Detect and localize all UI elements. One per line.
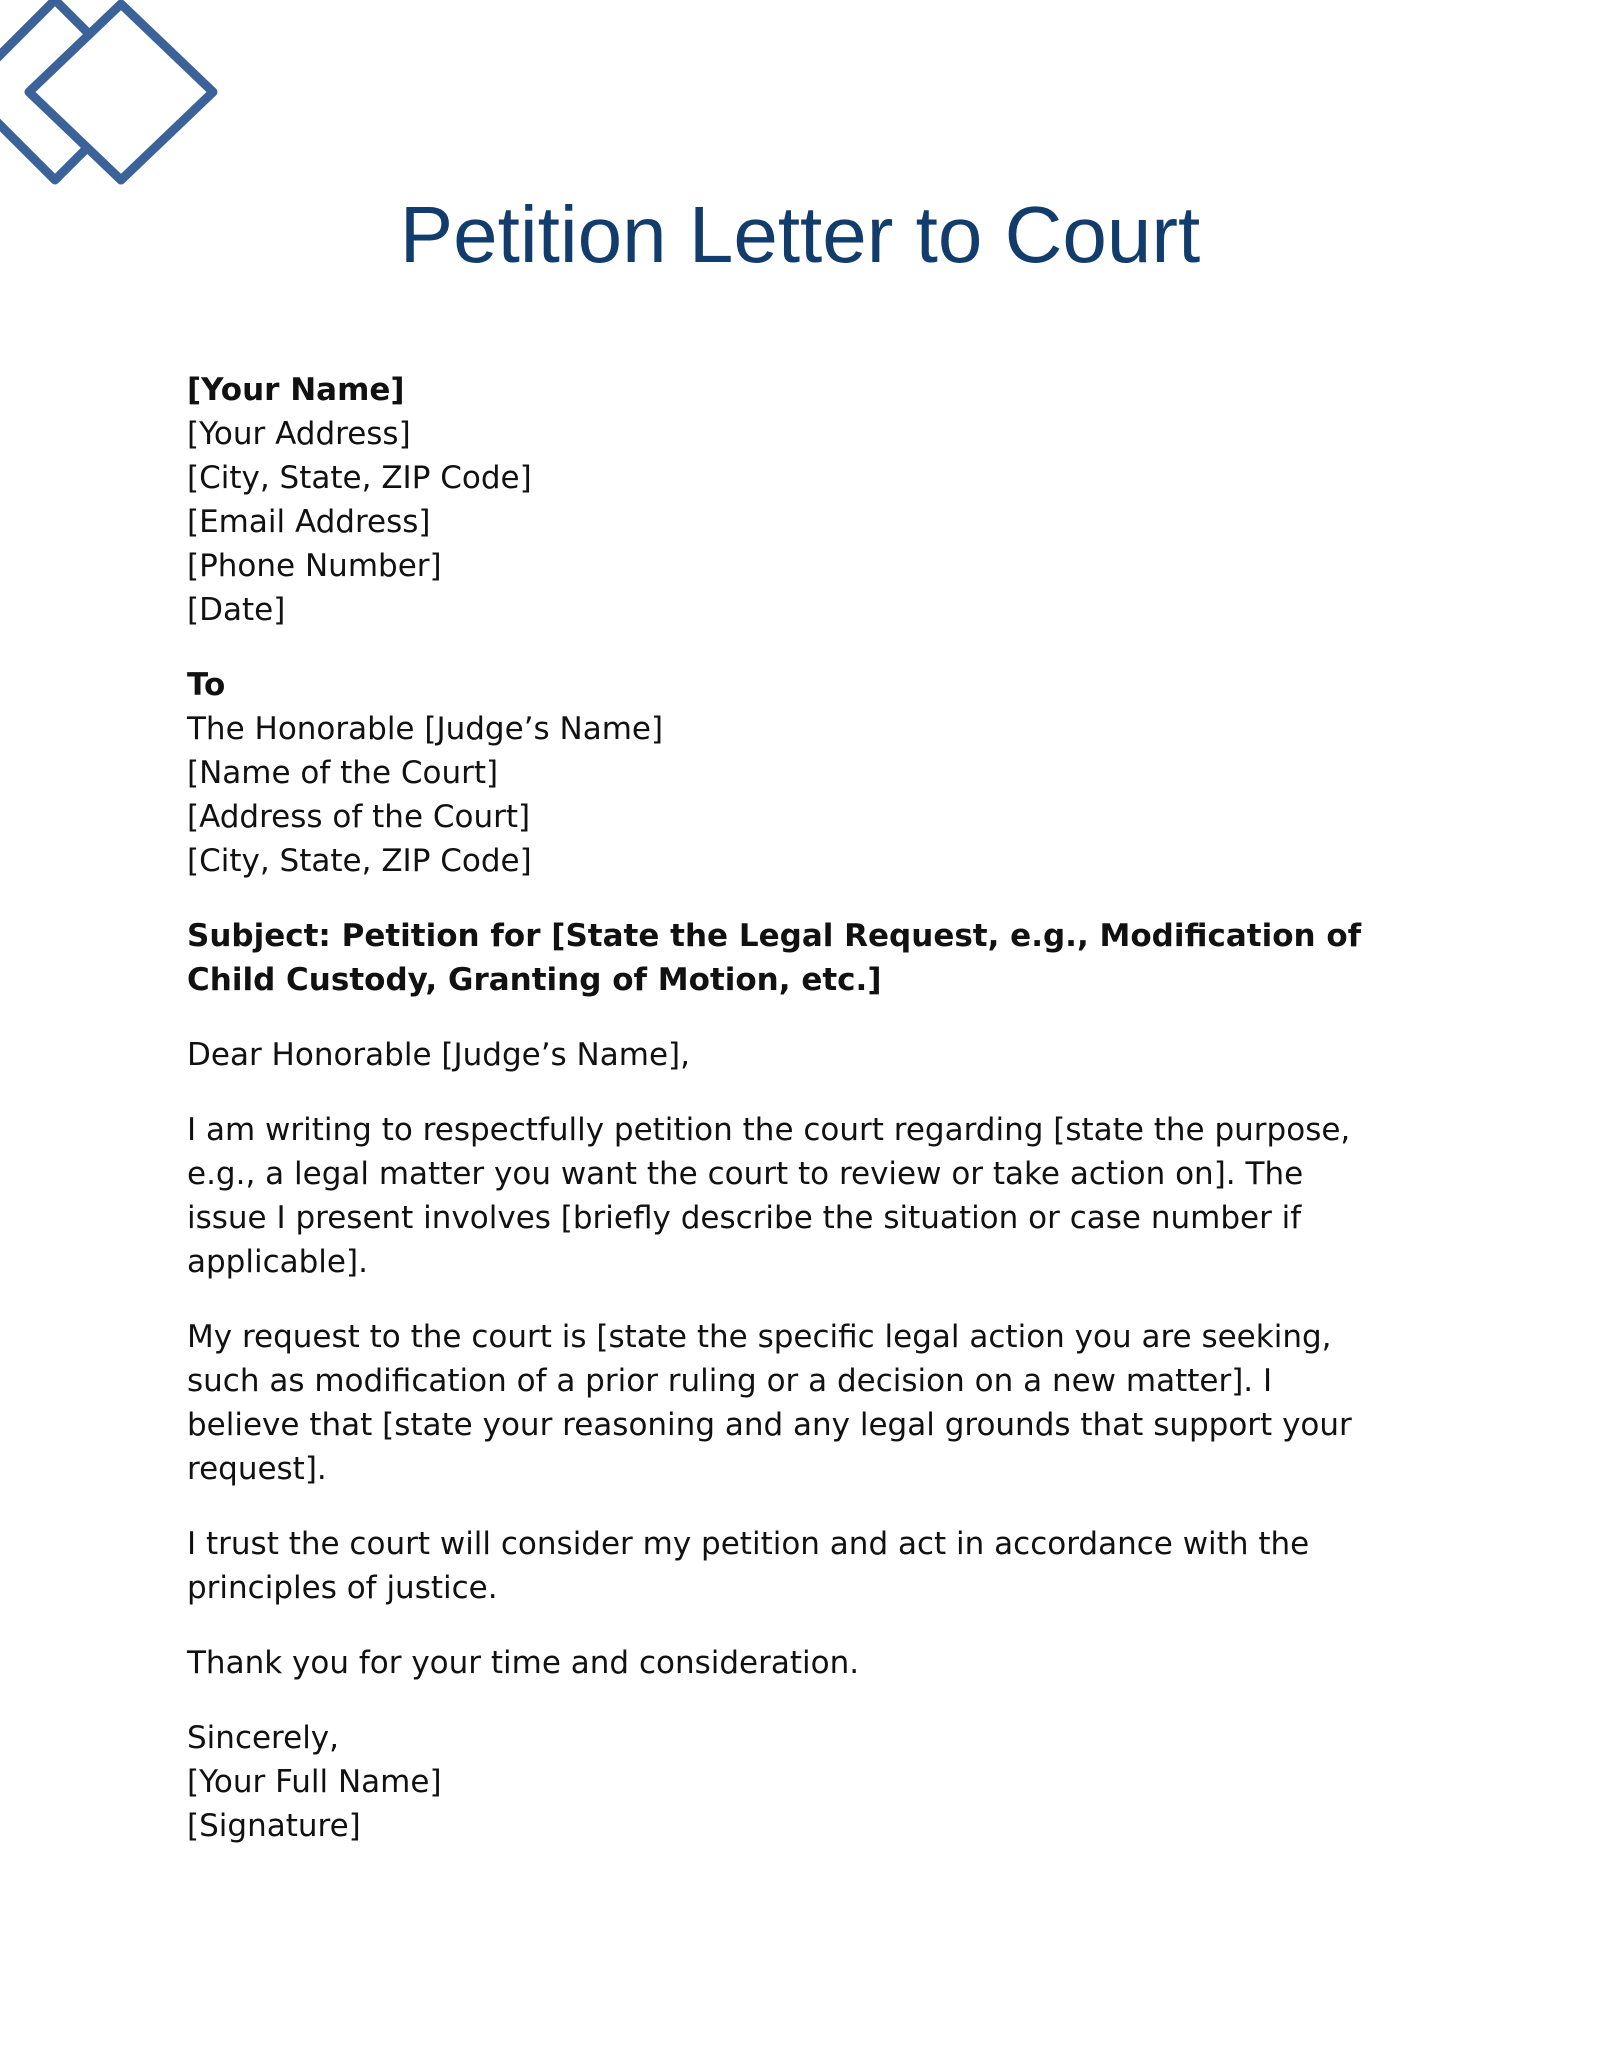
paragraph-line: such as modification of a prior ruling or a decision on a new matter]. I [187, 1363, 1273, 1399]
salutation [187, 1033, 1427, 1077]
paragraph-line: request]. [187, 1451, 327, 1487]
sender-name: [Your Name] [187, 372, 405, 408]
closing-full-name: [Your Full Name] [187, 1764, 442, 1800]
sender-phone: [Phone Number] [187, 548, 442, 584]
paragraph-line: applicable]. [187, 1244, 368, 1280]
double-diamond-logo-icon [0, 0, 230, 200]
paragraph-line: Thank you for your time and consideration. [187, 1645, 860, 1681]
sender-date: [Date] [187, 592, 286, 628]
recipient-judge: The Honorable [Judge’s Name] [187, 711, 664, 747]
subject-line-2: Child Custody, Granting of Motion, etc.] [187, 962, 882, 998]
recipient-court-name: [Name of the Court] [187, 755, 499, 791]
body-paragraph-2 [187, 1315, 1427, 1491]
recipient-block [187, 663, 1427, 883]
paragraph-line: issue I present involves [briefly describe the situation or case number if [187, 1200, 1302, 1236]
closing-valediction: Sincerely, [187, 1720, 340, 1756]
sender-city-state-zip: [City, State, ZIP Code] [187, 460, 532, 496]
sender-block [187, 368, 1427, 632]
recipient-label: To [187, 667, 226, 703]
letter-body [187, 368, 1427, 1879]
paragraph-line: I trust the court will consider my petition and act in accordance with the [187, 1526, 1310, 1562]
paragraph-line: e.g., a legal matter you want the court to review or take action on]. The [187, 1156, 1304, 1192]
paragraph-line: principles of justice. [187, 1570, 498, 1606]
recipient-city-state-zip: [City, State, ZIP Code] [187, 843, 532, 879]
body-paragraph-4 [187, 1641, 1427, 1685]
closing-signature: [Signature] [187, 1808, 361, 1844]
subject-line-1: Subject: Petition for [State the Legal Request, e.g., Modification of [187, 918, 1362, 954]
page-title: Petition Letter to Court [399, 190, 1201, 279]
sender-email: [Email Address] [187, 504, 431, 540]
subject-line [187, 914, 1427, 1002]
logo-diamond-front [29, 4, 213, 180]
paragraph-line: believe that [state your reasoning and any legal grounds that support your [187, 1407, 1352, 1443]
salutation-text: Dear Honorable [Judge’s Name], [187, 1037, 690, 1073]
recipient-court-address: [Address of the Court] [187, 799, 531, 835]
paragraph-line: I am writing to respectfully petition the court regarding [state the purpose, [187, 1112, 1351, 1148]
paragraph-line: My request to the court is [state the specific legal action you are seeking, [187, 1319, 1332, 1355]
body-paragraph-3 [187, 1522, 1427, 1610]
sender-address: [Your Address] [187, 416, 411, 452]
body-paragraph-1 [187, 1108, 1427, 1284]
closing-block [187, 1716, 1427, 1848]
